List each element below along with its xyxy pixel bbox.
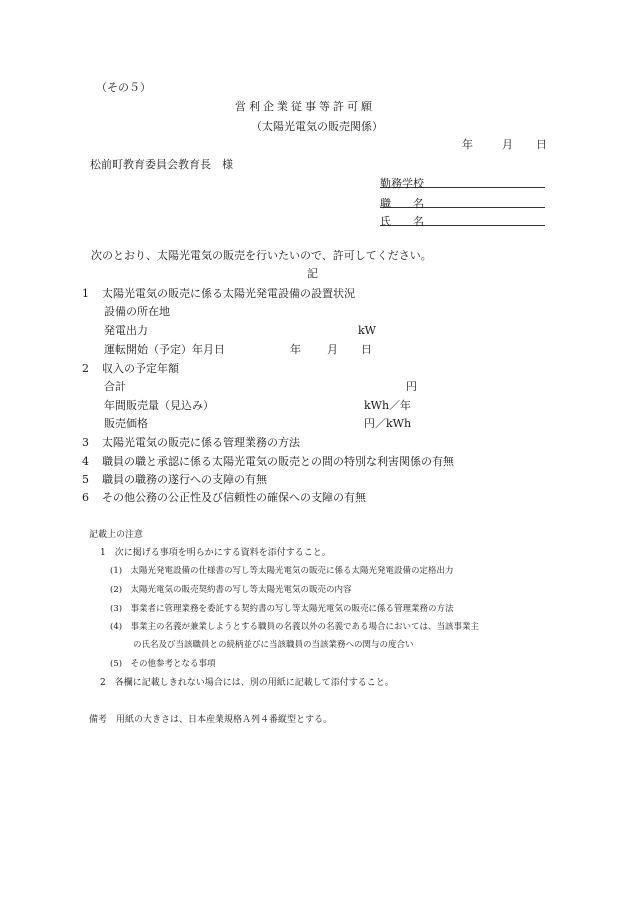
name-label: 氏 名 [380,215,424,228]
item5-number: 5 [82,473,89,486]
item4-label: 職員の職と承認に係る太陽光電気の販売との間の特別な利害関係の有無 [102,455,454,468]
ki-label: 記 [307,267,318,280]
intro-text: 次のとおり、太陽光電気の販売を行いたいので、許可してください。 [91,249,432,262]
note-1-sub-4-line-2: の氏名及び当該職員との続柄並びに当該職員の当該業務への関与の度合い [133,640,414,650]
item4-number: 4 [82,455,89,468]
item1-output-unit: kW [358,324,376,337]
item1-label: 太陽光電気の販売に係る太陽光発電設備の設置状況 [102,287,355,300]
date-day-label: 日 [536,138,547,151]
date-year-label: 年 [462,138,473,151]
note-1-sub-4-line-1: (4) 事業主の名義が兼業しようとする職員の名義以外の名義である場合においては、当該事業主 [110,622,480,632]
item2-total-unit: 円 [406,380,417,393]
date-month-label: 月 [502,138,513,151]
item1-number: 1 [82,287,89,300]
note-1-sub-5: (5) その他参考となる事項 [110,659,216,669]
item5-label: 職員の職務の遂行への支障の有無 [102,473,267,486]
item2-volume-unit: kWh／年 [364,399,412,412]
item1-start-label: 運転開始（予定）年月日 [104,343,225,356]
item2-price-label: 販売価格 [104,417,148,430]
note-2: 2 各欄に記載しきれない場合には、別の用紙に記載して添付すること。 [100,678,394,688]
addressee: 松前町教育委員会教育長 様 [90,158,233,171]
note-1-sub-1: (1) 太陽光発電設備の仕様書の写し等太陽光電気の販売に係る太陽光発電設備の定格出力 [110,566,454,576]
note-1-sub-2: (2) 太陽光電気の販売契約書の写し等太陽光電気の販売の内容 [110,585,352,595]
remarks: 備考 用紙の大きさは、日本産業規格Ａ列４番縦型とする。 [89,715,333,725]
position-label: 職 名 [380,197,424,210]
note-1: 1 次に掲げる事項を明らかにする資料を添付すること。 [100,548,331,558]
item3-number: 3 [82,436,89,449]
name-field[interactable] [380,212,545,226]
school-label: 勤務学校 [380,177,424,190]
position-field[interactable] [380,194,545,208]
item2-total-label: 合計 [104,380,126,393]
item2-number: 2 [82,362,89,375]
school-field[interactable] [380,174,545,188]
item2-volume-label: 年間販売量（見込み） [104,399,214,412]
notes-heading: 記載上の注意 [89,530,144,540]
item6-number: 6 [82,491,89,504]
document-subtitle: （太陽光電気の販売関係） [251,120,383,133]
item1-output-label: 発電出力 [104,324,148,337]
item2-price-unit: 円／kWh [364,417,412,430]
item1-location-label: 設備の所在地 [104,305,170,318]
item2-label: 収入の予定年額 [102,362,179,375]
item6-label: その他公務の公正性及び信頼性の確保への支障の有無 [102,491,366,504]
document-title: 営利企業従事等許可願 [235,100,375,113]
item1-start-month: 月 [327,343,338,356]
form-number: （その５） [96,81,151,94]
item3-label: 太陽光電気の販売に係る管理業務の方法 [102,436,300,449]
item1-start-day: 日 [361,343,372,356]
item1-start-year: 年 [290,343,301,356]
note-1-sub-3: (3) 事業者に管理業務を委託する契約書の写し等太陽光電気の販売に係る管理業務の方法 [110,604,454,614]
